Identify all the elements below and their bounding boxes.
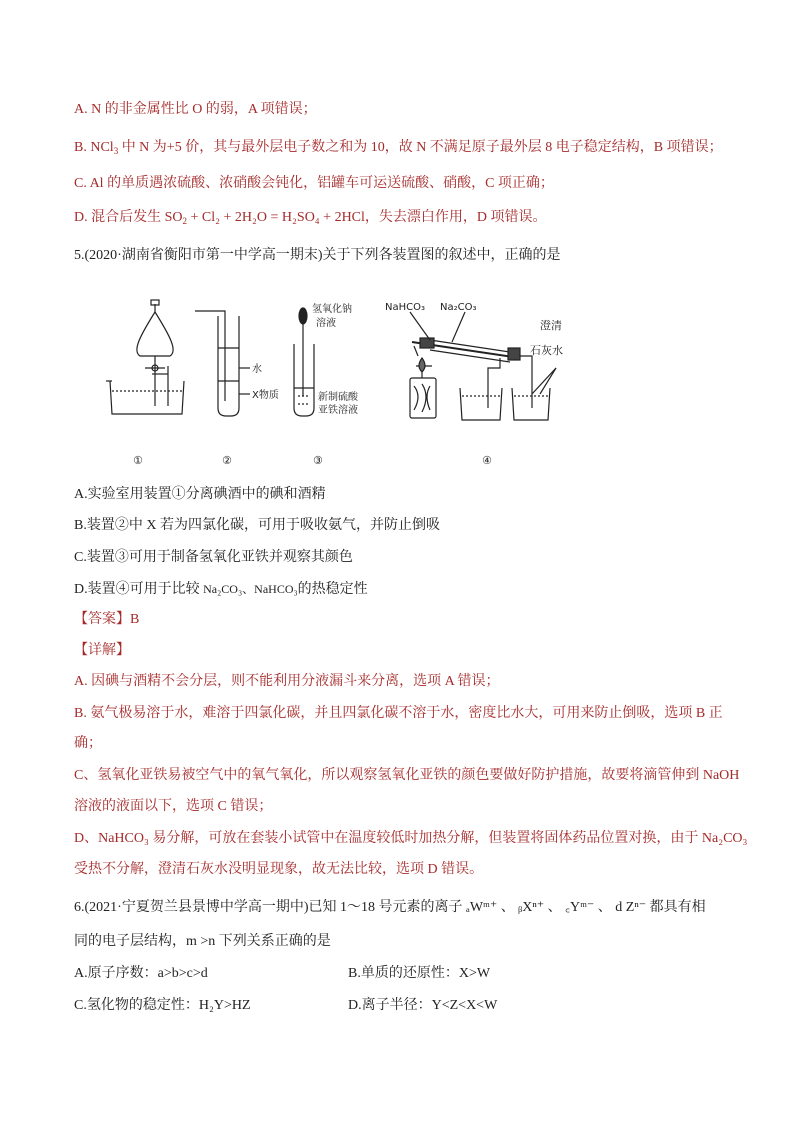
question-5-stem: 5.(2020·湖南省衡阳市第一中学高一期末)关于下列各装置图的叙述中，正确的是 (74, 248, 561, 263)
label-limewater-line1: 澄清 (540, 319, 562, 332)
question-5-option-b: B.装置②中 X 若为四氯化碳，可用于吸收氨气，并防止倒吸 (74, 518, 440, 533)
apparatus-2-test-tube (195, 311, 250, 416)
label-feso4-line1: 新制硫酸 (318, 392, 358, 403)
apparatus-4-heating-setup (400, 312, 556, 420)
label-naoh-line2: 溶液 (316, 318, 336, 329)
prev-option-c-explanation: C. Al 的单质遇浓硫酸、浓硝酸会钝化，铝罐车可运送硫酸、硝酸，C 项正确； (74, 176, 554, 191)
explanation-b-line1: B. 氨气极易溶于水，难溶于四氯化碳，并且四氯化碳不溶于水，密度比水大，可用来防止倒吸，选项 B 正 (74, 706, 723, 721)
apparatus-label-2: ② (222, 454, 232, 467)
apparatus-label-1: ① (133, 454, 143, 467)
label-na2co3: Na₂CO₃ (440, 302, 477, 313)
explanation-b-line2: 确； (74, 736, 102, 751)
question-6-option-a: A.原子序数：a>b>c>d (74, 966, 208, 981)
apparatus-3-test-tube (294, 308, 314, 416)
apparatus-svg (100, 296, 570, 476)
apparatus-label-4: ④ (482, 454, 492, 467)
prev-option-a-explanation: A. N 的非金属性比 O 的弱，A 项错误； (74, 102, 317, 117)
question-6-stem-line1: 6.(2021·宁夏贺兰县景博中学高一期中)已知 1～18 号元素的离子 ₐWᵐ⁺ 、 ᵦXⁿ⁺ 、 ꜀Yᵐ⁻ 、 d Zⁿ⁻ 都具有相 (74, 900, 706, 915)
label-feso4-line2: 亚铁溶液 (318, 405, 358, 416)
question-5-option-c: C.装置③可用于制备氢氧化亚铁并观察其颜色 (74, 550, 353, 565)
question-6-option-b: B.单质的还原性：X>W (348, 966, 491, 981)
label-nahco3: NaHCO₃ (385, 302, 425, 313)
explanation-d-line1: D、NaHCO₃ 易分解，可放在套装小试管中在温度较低时加热分解，但装置将固体药品位置对换，由于 Na₂CO₃ (74, 831, 748, 846)
apparatus-figure (100, 296, 570, 476)
question-6-option-c: C.氢化物的稳定性：H₂Y>HZ (74, 998, 251, 1013)
explanation-c-line2: 溶液的液面以下，选项 C 错误； (74, 799, 273, 814)
label-water: 水 (252, 364, 262, 375)
prev-option-d-explanation: D. 混合后发生 $SO_2 + Cl_2 + 2H_2O = H_2SO_4 + 2HCl$，失去漂白作用，D 项错误。 (74, 210, 547, 226)
question-6-stem-line2: 同的电子层结构，m >n 下列关系正确的是 (74, 934, 331, 949)
question-5-option-a: A.实验室用装置①分离碘酒中的碘和酒精 (74, 487, 326, 502)
explanation-d-line2: 受热不分解，澄清石灰水没明显现象，故无法比较，选项 D 错误。 (74, 862, 484, 877)
answer-label: 【答案】B (74, 612, 140, 627)
label-naoh-line1: 氢氧化钠 (312, 304, 352, 315)
explanation-c-line1: C、氢氧化亚铁易被空气中的氧气氧化，所以观察氢氧化亚铁的颜色要做好防护措施，故要将滴管伸到 NaOH (74, 768, 740, 783)
apparatus-1-separatory-funnel (106, 300, 184, 414)
prev-option-b-explanation: B. NCl$_3$ 中 N 为+5 价，其与最外层电子数之和为 10，故 N 不满足原子最外层 8 电子稳定结构，B 项错误； (74, 140, 723, 156)
explanation-a: A. 因碘与酒精不会分层，则不能利用分液漏斗来分离，选项 A 错误； (74, 674, 500, 689)
label-x-substance: X物质 (252, 390, 279, 401)
question-6-option-d: D.离子半径：Y<Z<X<W (348, 998, 498, 1013)
detail-label: 【详解】 (74, 643, 130, 658)
question-5-option-d: D.装置④可用于比较 Na₂CO₃、NaHCO₃的热稳定性 (74, 582, 368, 597)
label-limewater-line2: 石灰水 (530, 344, 563, 357)
apparatus-label-3: ③ (313, 454, 323, 467)
